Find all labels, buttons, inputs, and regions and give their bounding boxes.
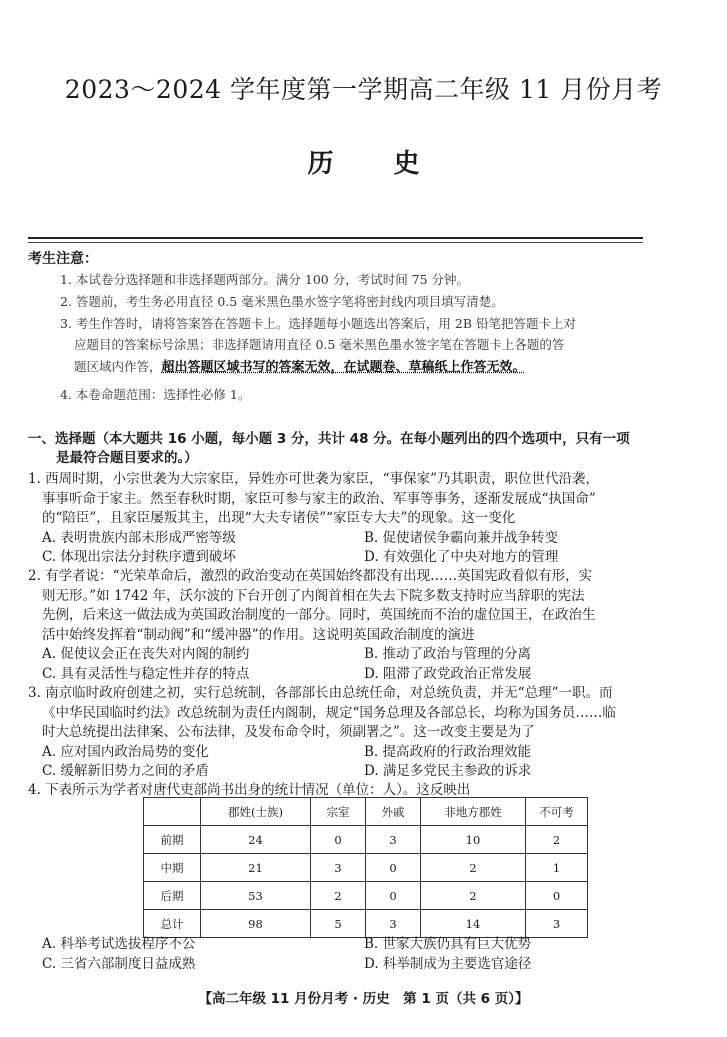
question-4-options [28, 935, 678, 974]
table-cell: 0 [526, 882, 588, 910]
table-cell: 53 [201, 882, 311, 910]
question-line: 1. 西周时期，小宗世袭为大宗家臣，异姓亦可世袭为家臣，“事保家”乃其职责，职位世代沿袭， [28, 471, 599, 487]
table-header-cell [144, 798, 201, 826]
question-2 [28, 567, 678, 684]
table-cell: 3 [366, 826, 421, 854]
notice-item: 4. 本卷命题范围：选择性必修 1。 [60, 387, 251, 402]
notice-item: 1. 本试卷分选择题和非选择题两部分。满分 100 分，考试时间 75 分钟。 [60, 272, 470, 287]
table-cell: 0 [366, 882, 421, 910]
option-a: A. 应对国内政治局势的变化 [42, 743, 209, 760]
table-cell: 98 [201, 910, 311, 938]
question-line: 3. 南京临时政府创建之初，实行总统制，各部部长由总统任命，对总统负责，并无“总理”一职。而 [28, 685, 613, 701]
question-line: 2. 有学者说：“光荣革命后，激烈的政治变动在英国始终都没有出现……英国宪政看似有形，实 [28, 568, 593, 584]
table-cell: 21 [201, 854, 311, 882]
exam-title: 2023～2024 学年度第一学期高二年级 11 月份月考 [64, 75, 663, 104]
option-c: C. 具有灵活性与稳定性并存的特点 [42, 665, 250, 682]
question-3 [28, 684, 678, 782]
option-d: D. 阻滞了政党政治正常发展 [364, 665, 532, 682]
table-cell: 2 [311, 882, 366, 910]
statistics-table [143, 797, 588, 938]
option-b: B. 促使诸侯争霸向兼并战争转变 [364, 529, 559, 546]
subject-title: 历史 [307, 149, 480, 179]
table-cell: 总计 [144, 910, 201, 938]
table-cell: 中期 [144, 854, 201, 882]
option-b: B. 推动了政治与管理的分离 [364, 646, 532, 662]
option-a: A. 科举考试选拔程序不公 [42, 936, 196, 952]
option-d: D. 科举制成为主要选官途径 [364, 955, 532, 972]
table-cell: 2 [421, 882, 526, 910]
table-cell: 2 [421, 854, 526, 882]
table-row [144, 882, 588, 910]
notice-item: 应题目的答案标号涂黑；非选择题请用直径 0.5 毫米黑色墨水签字笔在答题卡上各题的答 [74, 337, 565, 352]
option-a: A. 表明贵族内部未形成严密等级 [42, 529, 236, 546]
option-d: D. 满足多党民主参政的诉求 [364, 763, 532, 779]
table-cell: 0 [311, 826, 366, 854]
option-d: D. 有效强化了中央对地方的管理 [364, 549, 559, 565]
table-cell: 5 [311, 910, 366, 938]
divider [28, 242, 643, 243]
question-line: 活中始终发挥着“制动阀”和“缓冲器”的作用。这说明英国政治制度的演进 [42, 626, 475, 643]
table-cell: 3 [526, 910, 588, 938]
question-line: 4. 下表所示为学者对唐代吏部尚书出身的统计情况（单位：人）。这反映出 [28, 782, 471, 798]
notice-item-text: 题区域内作答， [74, 359, 162, 374]
table-row [144, 854, 588, 882]
question-1 [28, 470, 678, 568]
table-cell: 24 [201, 826, 311, 854]
option-c: C. 体现出宗法分封秩序遭到破坏 [42, 549, 236, 565]
table-cell: 后期 [144, 882, 201, 910]
table-header-row [144, 798, 588, 826]
question-line: 先例，后来这一做法成为英国政治制度的一部分。同时，英国统而不治的虚位国王，在政治生 [42, 607, 596, 623]
notice-item: 3. 考生作答时，请将答案答在答题卡上。选择题每小题选出答案后，用 2B 铅笔把答题卡上对 [60, 316, 576, 331]
table-header-cell: 非地方郡姓 [421, 798, 526, 826]
question-line: 《中华民国临时约法》改总统制为责任内阁制，规定“国务总理及各部总长，均称为国务员……临 [42, 704, 616, 721]
table-row [144, 826, 588, 854]
table-header-cell: 宗室 [311, 798, 366, 826]
option-c: C. 三省六部制度日益成熟 [42, 955, 196, 972]
section-heading-line: 一、选择题（本大题共 16 小题，每小题 3 分，共计 48 分。在每小题列出的四个选项中，只有一项 [28, 431, 630, 447]
option-a: A. 促使议会正在丧失对内阁的制约 [42, 646, 250, 662]
section-heading [28, 430, 668, 468]
table-cell: 3 [311, 854, 366, 882]
question-line: 则无形。”如 1742 年，沃尔波的下台开创了内阁首相在失去下院多数支持时应当辞职的宪法 [42, 587, 585, 604]
table-header-cell: 不可考 [526, 798, 588, 826]
notice-heading: 考生注意： [28, 251, 98, 267]
divider [28, 237, 643, 239]
question-line: 时大总统提出法律案、公布法律，及发布命令时，须副署之”。这一改变主要是为了 [42, 724, 535, 740]
table-cell: 0 [366, 854, 421, 882]
question-line: 事事听命于家主。然至春秋时期，家臣可参与家主的政治、军事等事务，逐渐发展成“执国命” [42, 490, 596, 507]
table-cell: 前期 [144, 826, 201, 854]
table-row [144, 910, 588, 938]
notice-item [74, 356, 674, 378]
table-cell: 2 [526, 826, 588, 854]
option-b: B. 世家大族仍具有巨大优势 [364, 936, 532, 952]
page-footer: 【高二年级 11 月份月考 · 历史 第 1 页（共 6 页）】 [198, 991, 529, 1007]
option-c: C. 缓解新旧势力之间的矛盾 [42, 763, 209, 779]
table-cell: 3 [366, 910, 421, 938]
table-cell: 14 [421, 910, 526, 938]
table-cell: 1 [526, 854, 588, 882]
question-line: 的“陪臣”，且家臣屡叛其主，出现“大夫专诸侯”“家臣专大夫”的现象。这一变化 [42, 510, 516, 526]
table-cell: 10 [421, 826, 526, 854]
section-heading-line: 是最符合题目要求的。） [56, 450, 198, 466]
notice-emphasis: 超出答题区域书写的答案无效，在试题卷、草稿纸上作答无效。 [161, 360, 526, 375]
option-b: B. 提高政府的行政治理效能 [364, 743, 532, 760]
notice-item: 2. 答题前，考生务必用直径 0.5 毫米黑色墨水签字笔将密封线内项目填写清楚。 [60, 294, 504, 309]
table-header-cell: 郡姓(士族) [201, 798, 311, 826]
table-header-cell: 外戚 [366, 798, 421, 826]
